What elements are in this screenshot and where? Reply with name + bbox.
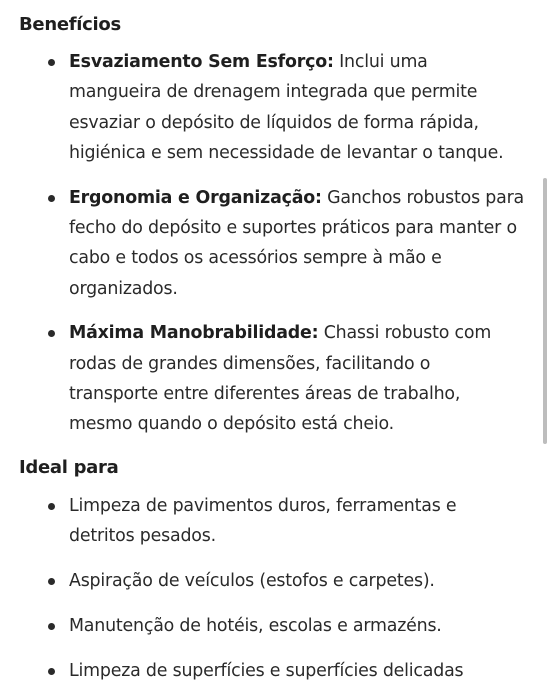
- list-item: [0, 491, 540, 552]
- benefits-list: [0, 47, 540, 454]
- bullet-icon: [48, 195, 55, 202]
- ideal-for-text: Limpeza de superfícies e superfícies delicadas: [69, 660, 464, 681]
- bullet-icon: [48, 59, 55, 66]
- list-item: [0, 611, 540, 641]
- ideal-for-text: Limpeza de pavimentos duros, ferramentas e detritos pesados.: [69, 496, 457, 547]
- list-item: [0, 47, 540, 168]
- ideal-for-list: [0, 491, 540, 700]
- list-item: [0, 566, 540, 596]
- scrollbar[interactable]: [543, 178, 547, 444]
- benefit-description: Inclui uma mangueira de drenagem integrada que permite esvaziar o depósito de líquidos de forma rápida, higiénica e sem necessidade de levantar o tanque.: [69, 52, 504, 163]
- bullet-icon: [48, 623, 55, 630]
- ideal-for-text: Aspiração de veículos (estofos e carpetes).: [69, 571, 435, 592]
- bullet-icon: [48, 578, 55, 585]
- bullet-icon: [48, 503, 55, 510]
- ideal-for-heading: Ideal para: [19, 457, 119, 478]
- benefit-term: Esvaziamento Sem Esforço:: [69, 52, 334, 72]
- benefit-description: Ganchos robustos para fecho do depósito e suportes práticos para manter o cabo e todos os acessórios sempre à mão e organizados.: [69, 187, 524, 299]
- list-item: [0, 318, 540, 439]
- ideal-for-text: Manutenção de hotéis, escolas e armazéns.: [69, 615, 442, 636]
- list-item: [0, 183, 540, 304]
- benefit-term: Máxima Manobrabilidade:: [69, 323, 319, 344]
- list-item: [0, 656, 540, 686]
- bullet-icon: [48, 668, 55, 675]
- benefit-term: Ergonomia e Organização:: [69, 187, 322, 208]
- bullet-icon: [48, 330, 55, 337]
- benefit-description: Chassi robusto com rodas de grandes dimensões, facilitando o transporte entre diferentes áreas de trabalho, mesmo quando o depósito está cheio.: [69, 323, 492, 435]
- benefits-heading: Benefícios: [19, 14, 121, 35]
